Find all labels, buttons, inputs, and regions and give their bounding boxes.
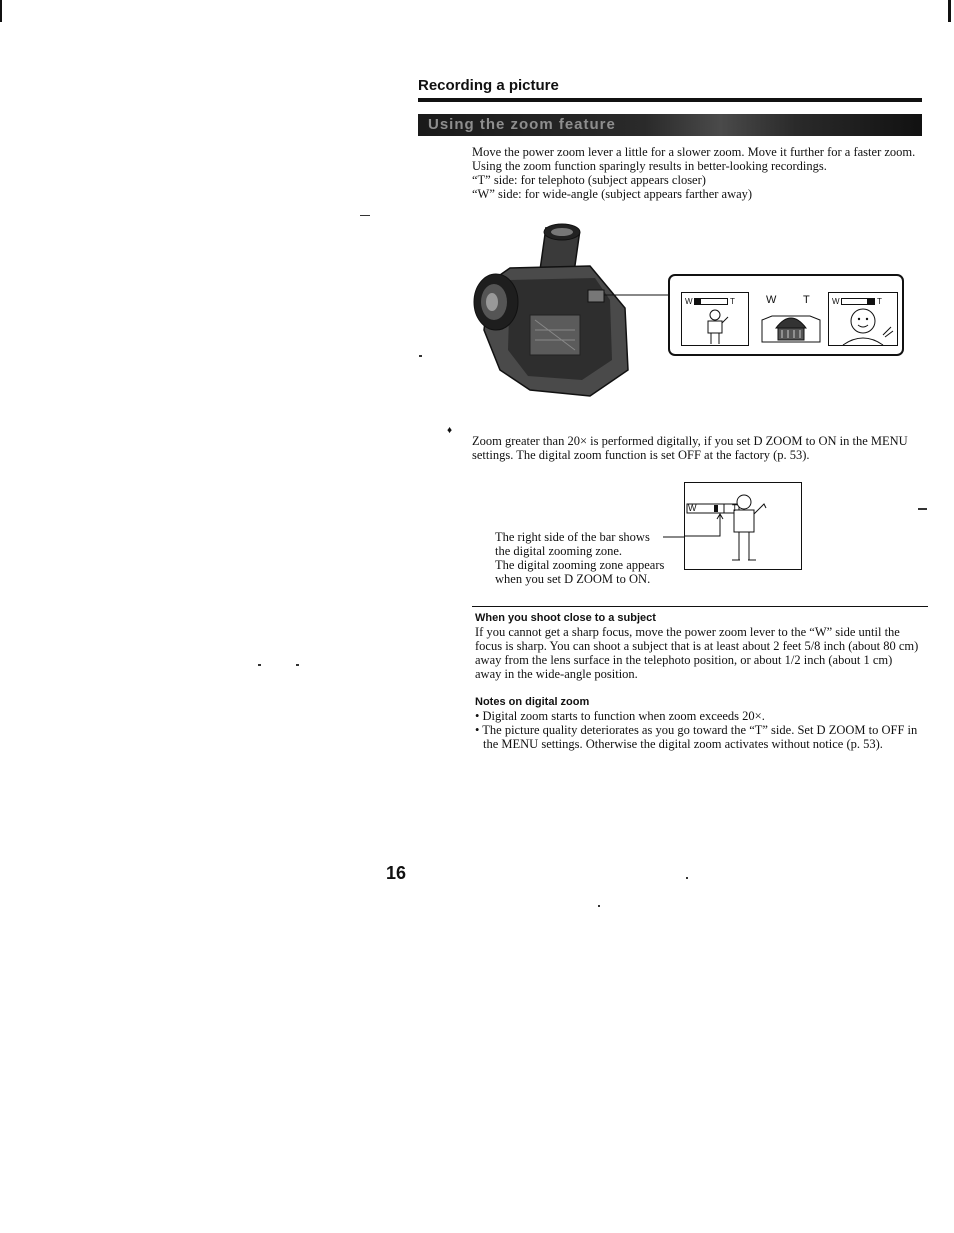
screen-tele xyxy=(828,292,898,346)
note-item: • Digital zoom starts to function when zoom exceeds 20×. xyxy=(475,709,765,723)
scan-speck xyxy=(296,664,299,666)
close-subject-paragraph xyxy=(475,625,918,681)
close-line: away in the wide-angle position. xyxy=(475,667,638,681)
notes-heading: Notes on digital zoom xyxy=(475,696,590,708)
scan-edge-right xyxy=(948,0,951,22)
screen-wide xyxy=(681,292,749,346)
bar-w-label: W xyxy=(685,297,693,306)
figure-caption xyxy=(495,530,664,586)
intro-line: “W” side: for wide-angle (subject appears farther away) xyxy=(472,187,753,201)
lever-w-label: W xyxy=(766,294,777,306)
intro-paragraph xyxy=(472,145,915,201)
section-title: Recording a picture xyxy=(418,77,559,94)
intro-line: “T” side: for telephoto (subject appears closer) xyxy=(472,173,706,187)
digital-line: Zoom greater than 20× is performed digitally, if you set D ZOOM to ON in the MENU xyxy=(472,434,908,448)
zoom-bar-wide xyxy=(694,298,728,305)
close-subject-heading: When you shoot close to a subject xyxy=(475,612,656,624)
bar-t-label: T xyxy=(732,503,738,513)
close-line: If you cannot get a sharp focus, move the power zoom lever to the “W” side until the xyxy=(475,625,900,639)
caption-line: the digital zooming zone. xyxy=(495,544,623,558)
header-rule xyxy=(418,98,922,102)
note-item-continued: the MENU settings. Otherwise the digital zoom activates without notice (p. 53). xyxy=(483,737,883,751)
person-closeup-icon xyxy=(839,305,895,345)
topic-banner xyxy=(418,114,922,136)
bar-w-label: W xyxy=(688,503,697,513)
note-item: • The picture quality deteriorates as you go toward the “T” side. Set D ZOOM to OFF in xyxy=(475,723,918,737)
lever-t-label: T xyxy=(803,294,810,306)
scan-speck xyxy=(598,905,600,907)
banner-title: Using the zoom feature xyxy=(428,116,616,133)
zoom-lever-icon xyxy=(760,306,822,344)
intro-line: Using the zoom function sparingly results in better-looking recordings. xyxy=(472,159,827,173)
section-divider xyxy=(472,606,928,607)
zoom-bar-tele xyxy=(841,298,875,305)
scan-speck xyxy=(686,877,688,879)
digital-line: settings. The digital zoom function is set OFF at the factory (p. 53). xyxy=(472,448,810,462)
digital-zoom-paragraph xyxy=(472,434,908,462)
caption-leader-line xyxy=(663,490,723,550)
person-small-icon xyxy=(700,307,730,345)
bar-w-label: W xyxy=(832,297,840,306)
intro-line: Move the power zoom lever a little for a slower zoom. Move it further for a faster zoom. xyxy=(472,145,916,159)
caption-line: The right side of the bar shows xyxy=(495,530,650,544)
zoom-lever xyxy=(758,292,823,344)
scan-speck xyxy=(360,215,370,216)
scan-speck xyxy=(918,508,927,510)
scan-speck xyxy=(258,664,261,666)
notes-list xyxy=(475,709,917,751)
page-number: 16 xyxy=(386,863,407,883)
close-line: focus is sharp. You can shoot a subject that is at least about 2 feet 5/8 inch (about 80 cm) xyxy=(475,639,919,653)
caption-line: The digital zooming zone appears xyxy=(495,558,665,572)
scan-edge-left xyxy=(0,0,2,22)
caption-line: when you set D ZOOM to ON. xyxy=(495,572,651,586)
close-line: away from the lens surface in the telephoto position, or about 1/2 inch (about 1 cm) xyxy=(475,653,893,667)
bar-t-label: T xyxy=(730,297,735,306)
bar-t-label: T xyxy=(877,297,882,306)
zoom-lever-callout xyxy=(668,274,904,356)
scan-speck xyxy=(419,355,422,357)
margin-mark: ♦ xyxy=(447,425,453,436)
